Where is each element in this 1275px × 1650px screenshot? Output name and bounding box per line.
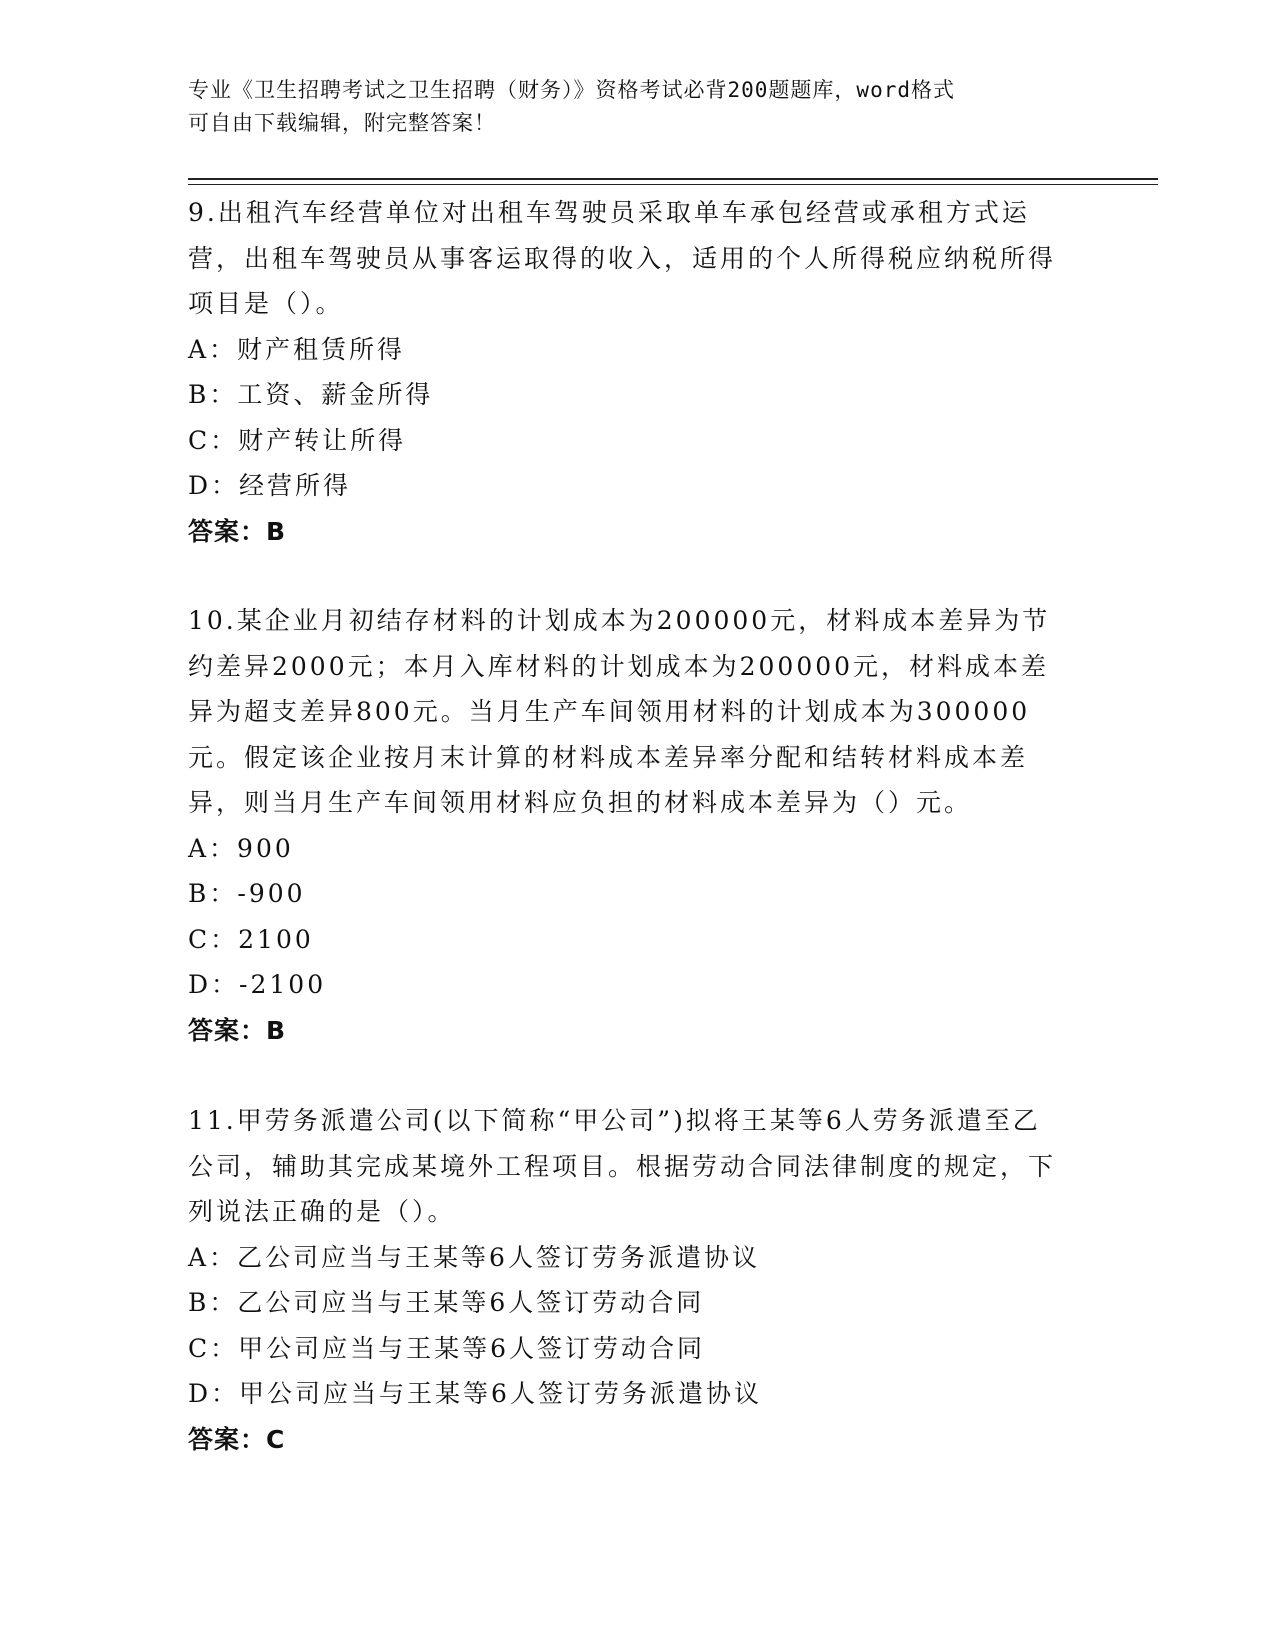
option-a: A：乙公司应当与王某等6人签订劳务派遣协议: [188, 1242, 760, 1272]
question-11: [188, 1098, 1068, 1462]
header-line-1: 专业《卫生招聘考试之卫生招聘（财务）》资格考试必背200题题库，word格式: [188, 78, 955, 102]
answer: 答案：B: [188, 516, 287, 546]
option-d: D：甲公司应当与王某等6人签订劳务派遣协议: [188, 1379, 762, 1408]
option-b: B：-900: [188, 879, 306, 908]
header-line-2: 可自由下载编辑，附完整答案！: [188, 111, 496, 135]
option-c: C：财产转让所得: [188, 425, 407, 455]
answer: 答案：B: [188, 1015, 287, 1045]
option-a: A：900: [188, 833, 294, 863]
option-d: D：-2100: [188, 970, 327, 999]
option-b: B：乙公司应当与王某等6人签订劳动合同: [188, 1288, 705, 1317]
option-c: C：2100: [188, 924, 314, 954]
header-divider-thin: [188, 184, 1158, 185]
option-c: C：甲公司应当与王某等6人签订劳动合同: [188, 1333, 706, 1363]
question-10: [188, 598, 1068, 1053]
option-b: B：工资、薪金所得: [188, 380, 434, 409]
option-a: A：财产租赁所得: [188, 334, 406, 364]
question-text: 9.出租汽车经营单位对出租车驾驶员采取单车承包经营或承租方式运营，出租车驾驶员从事客运取得的收入，适用的个人所得税应纳税所得项目是（）。: [188, 198, 1057, 318]
question-9: [188, 190, 1068, 554]
question-text: 10.某企业月初结存材料的计划成本为200000元，材料成本差异为节约差异2000元；本月入库材料的计划成本为200000元，材料成本差异为超支差异800元。当月生产车间领用材料的计划成本为300000元。假定该企业按月末计算的材料成本差异率分配和结转材料成本差异，则当月生产车间领用材料应负担的材料成本差异为（）元。: [188, 606, 1051, 817]
header-divider-thick: [188, 178, 1158, 180]
document-header: [188, 74, 1088, 140]
option-d: D：经营所得: [188, 471, 352, 500]
question-text: 11.甲劳务派遣公司(以下简称“甲公司”)拟将王某等6人劳务派遣至乙公司，辅助其完成某境外工程项目。根据劳动合同法律制度的规定，下列说法正确的是（）。: [188, 1106, 1057, 1226]
answer: 答案：C: [188, 1424, 286, 1454]
